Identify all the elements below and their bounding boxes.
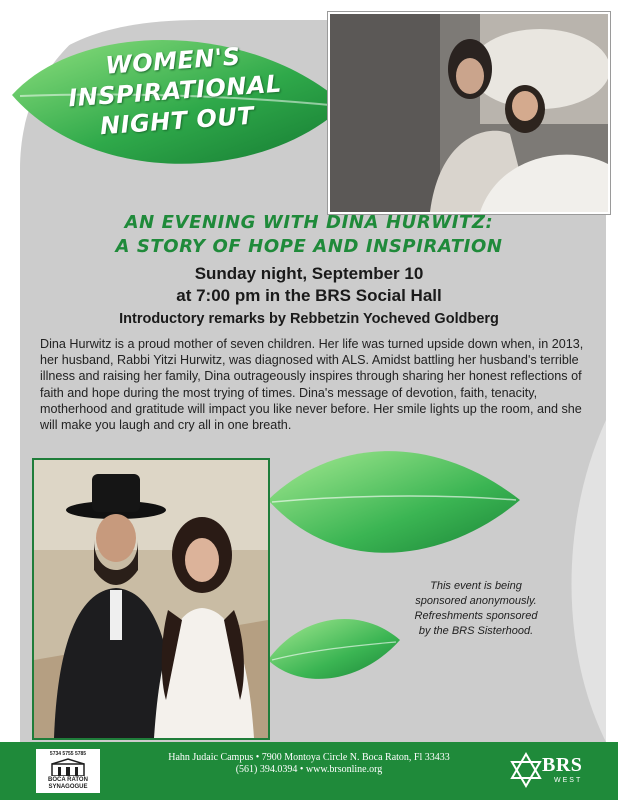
headline-line-1: AN EVENING WITH DINA HURWITZ: <box>124 212 494 233</box>
logo-right-sub: WEST <box>554 777 583 784</box>
speaker-description: Dina Hurwitz is a proud mother of seven children. Her life was turned upside down when, in 2013, her husband, Rabbi Yitzi Hurwitz, was diagnosed with ALS. Amidst battling her husband's terrible illness and raising her family, Dina outrageously inspires through sharing her honest reflections of faith and hope during the most trying of times. Dina's message of devotion, faith, tenacity, motherhood and gratitude will impact you like never before. Her smile lights up the room, and she will make you laugh and cry all in one breath. <box>40 337 584 433</box>
footer-bar <box>0 742 618 800</box>
sponsor-line-2: sponsored anonymously. <box>415 595 537 607</box>
event-date: Sunday night, September 10 <box>194 264 424 283</box>
logo-left-top: 5734 5755 5785 <box>49 751 87 757</box>
logo-left-name: BOCA RATON <box>48 777 88 783</box>
footer-address-block <box>150 752 468 776</box>
photo-couple-hospital <box>328 12 610 214</box>
sponsor-note <box>396 579 556 639</box>
brs-west-logo <box>502 746 602 796</box>
footer-contact: (561) 394.0394 • www.brsonline.org <box>235 764 383 775</box>
sponsor-line-3: Refreshments sponsored <box>414 610 538 622</box>
star-of-david-icon <box>508 752 544 788</box>
event-time-place: at 7:00 pm in the BRS Social Hall <box>176 286 442 305</box>
boca-raton-synagogue-logo <box>36 749 100 793</box>
photo-couple-portrait <box>32 458 270 740</box>
footer-address: Hahn Judaic Campus • 7900 Montoya Circle N. Boca Raton, Fl 33433 <box>168 752 450 763</box>
headline-line-2: A STORY OF HOPE AND INSPIRATION <box>115 236 503 257</box>
logo-right-name: BRS <box>542 754 583 776</box>
sponsor-line-1: This event is being <box>430 580 522 592</box>
banner-line-2: INSPIRATIONAL <box>67 69 283 113</box>
building-icon <box>50 758 86 776</box>
banner-line-3: NIGHT OUT <box>99 101 256 141</box>
banner-line-1: WOMEN'S <box>104 42 242 80</box>
sponsor-line-4: by the BRS Sisterhood. <box>418 625 534 637</box>
event-banner <box>57 38 293 144</box>
intro-remarks: Introductory remarks by Rebbetzin Yocheved Goldberg <box>119 311 499 327</box>
logo-left-sub: SYNAGOGUE <box>48 784 88 790</box>
